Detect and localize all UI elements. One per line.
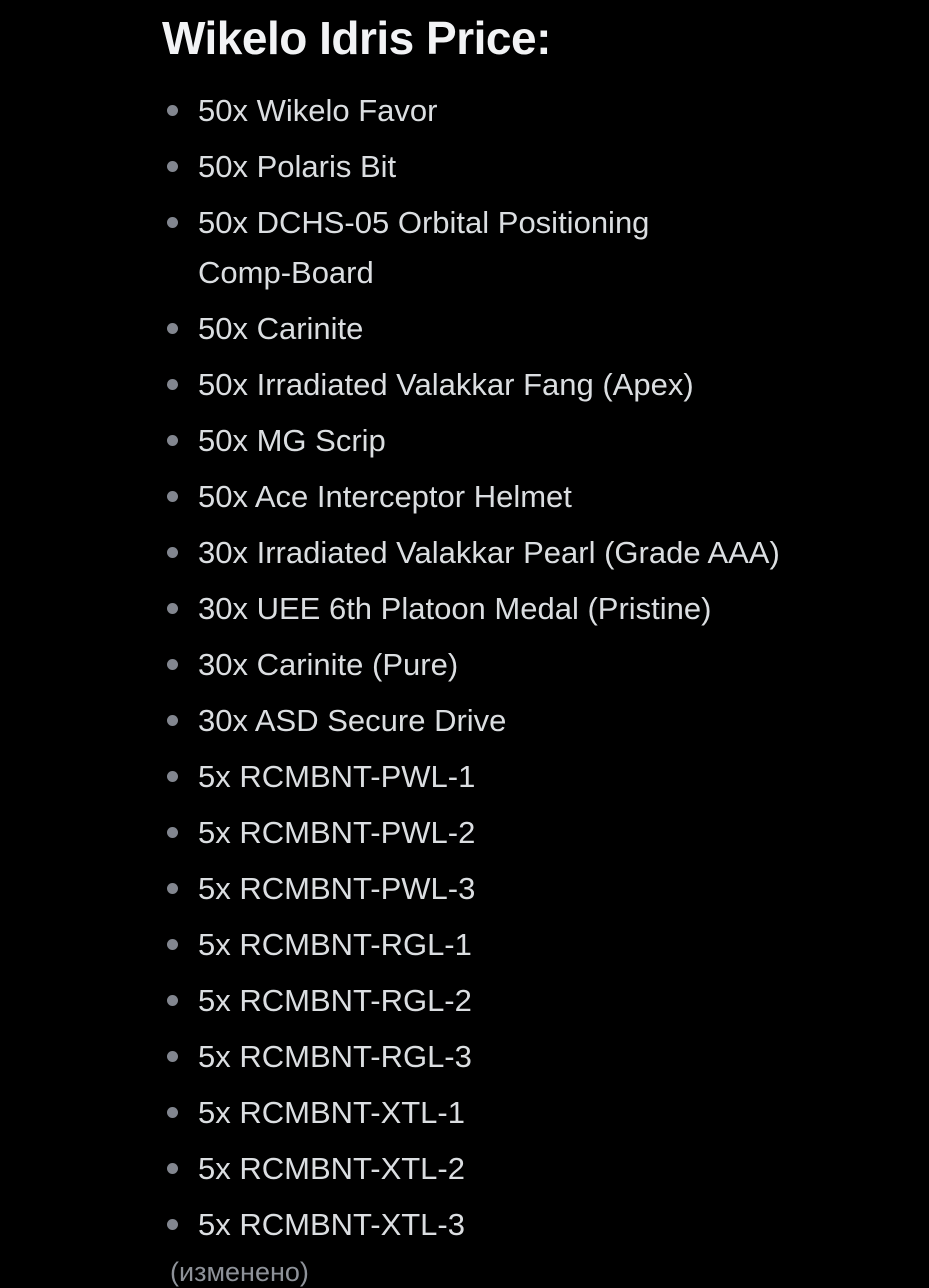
bullet-icon [167, 1219, 178, 1230]
bullet-icon [167, 323, 178, 334]
bullet-icon [167, 603, 178, 614]
bullet-icon [167, 659, 178, 670]
list-item [162, 920, 902, 970]
list-item [162, 1200, 902, 1250]
bullet-icon [167, 1051, 178, 1062]
chat-message [162, 12, 902, 1288]
list-item [162, 472, 902, 522]
list-item [162, 360, 902, 410]
bullet-icon [167, 217, 178, 228]
list-item-text: 5x RCMBNT-RGL-2 [198, 983, 472, 1018]
list-item [162, 696, 902, 746]
list-item-text: 50x Wikelo Favor [198, 93, 438, 128]
list-item-text: 5x RCMBNT-RGL-1 [198, 927, 472, 962]
list-item-text: 30x Carinite (Pure) [198, 647, 459, 682]
bullet-icon [167, 1163, 178, 1174]
list-item-text: 50x Irradiated Valakkar Fang (Apex) [198, 367, 694, 402]
bullet-icon [167, 995, 178, 1006]
list-item [162, 976, 902, 1026]
bullet-icon [167, 435, 178, 446]
price-list [162, 86, 902, 1250]
list-item [162, 86, 902, 136]
bullet-icon [167, 827, 178, 838]
list-item [162, 304, 902, 354]
bullet-icon [167, 547, 178, 558]
list-item [162, 1144, 902, 1194]
list-item-text: 30x ASD Secure Drive [198, 703, 507, 738]
list-item [162, 1088, 902, 1138]
list-item-text: 5x RCMBNT-XTL-1 [198, 1095, 465, 1130]
list-item-text: 5x RCMBNT-PWL-1 [198, 759, 476, 794]
list-item-text: 50x Ace Interceptor Helmet [198, 479, 572, 514]
message-title: Wikelo Idris Price: [162, 12, 551, 64]
list-item [162, 416, 902, 466]
list-item [162, 528, 902, 578]
list-item-text: 50x Polaris Bit [198, 149, 397, 184]
bullet-icon [167, 1107, 178, 1118]
list-item [162, 198, 902, 298]
list-item-text: 5x RCMBNT-XTL-3 [198, 1207, 465, 1242]
bullet-icon [167, 939, 178, 950]
list-item-text: 50x Carinite [198, 311, 364, 346]
list-item-text: 5x RCMBNT-PWL-3 [198, 871, 476, 906]
bullet-icon [167, 715, 178, 726]
list-item [162, 142, 902, 192]
list-item-text: 30x UEE 6th Platoon Medal (Pristine) [198, 591, 712, 626]
bullet-icon [167, 771, 178, 782]
list-item [162, 752, 902, 802]
list-item [162, 640, 902, 690]
list-item [162, 808, 902, 858]
list-item-text: 50x DCHS-05 Orbital Positioning Comp-Board [198, 205, 650, 290]
list-item [162, 864, 902, 914]
bullet-icon [167, 161, 178, 172]
bullet-icon [167, 105, 178, 116]
list-item-text: 30x Irradiated Valakkar Pearl (Grade AAA) [198, 535, 780, 570]
bullet-icon [167, 883, 178, 894]
list-item-text: 50x MG Scrip [198, 423, 386, 458]
bullet-icon [167, 379, 178, 390]
list-item-text: 5x RCMBNT-RGL-3 [198, 1039, 472, 1074]
list-item [162, 584, 902, 634]
edited-tag: (изменено) [170, 1257, 309, 1287]
list-item [162, 1032, 902, 1082]
list-item-text: 5x RCMBNT-PWL-2 [198, 815, 476, 850]
bullet-icon [167, 491, 178, 502]
list-item-text: 5x RCMBNT-XTL-2 [198, 1151, 465, 1186]
